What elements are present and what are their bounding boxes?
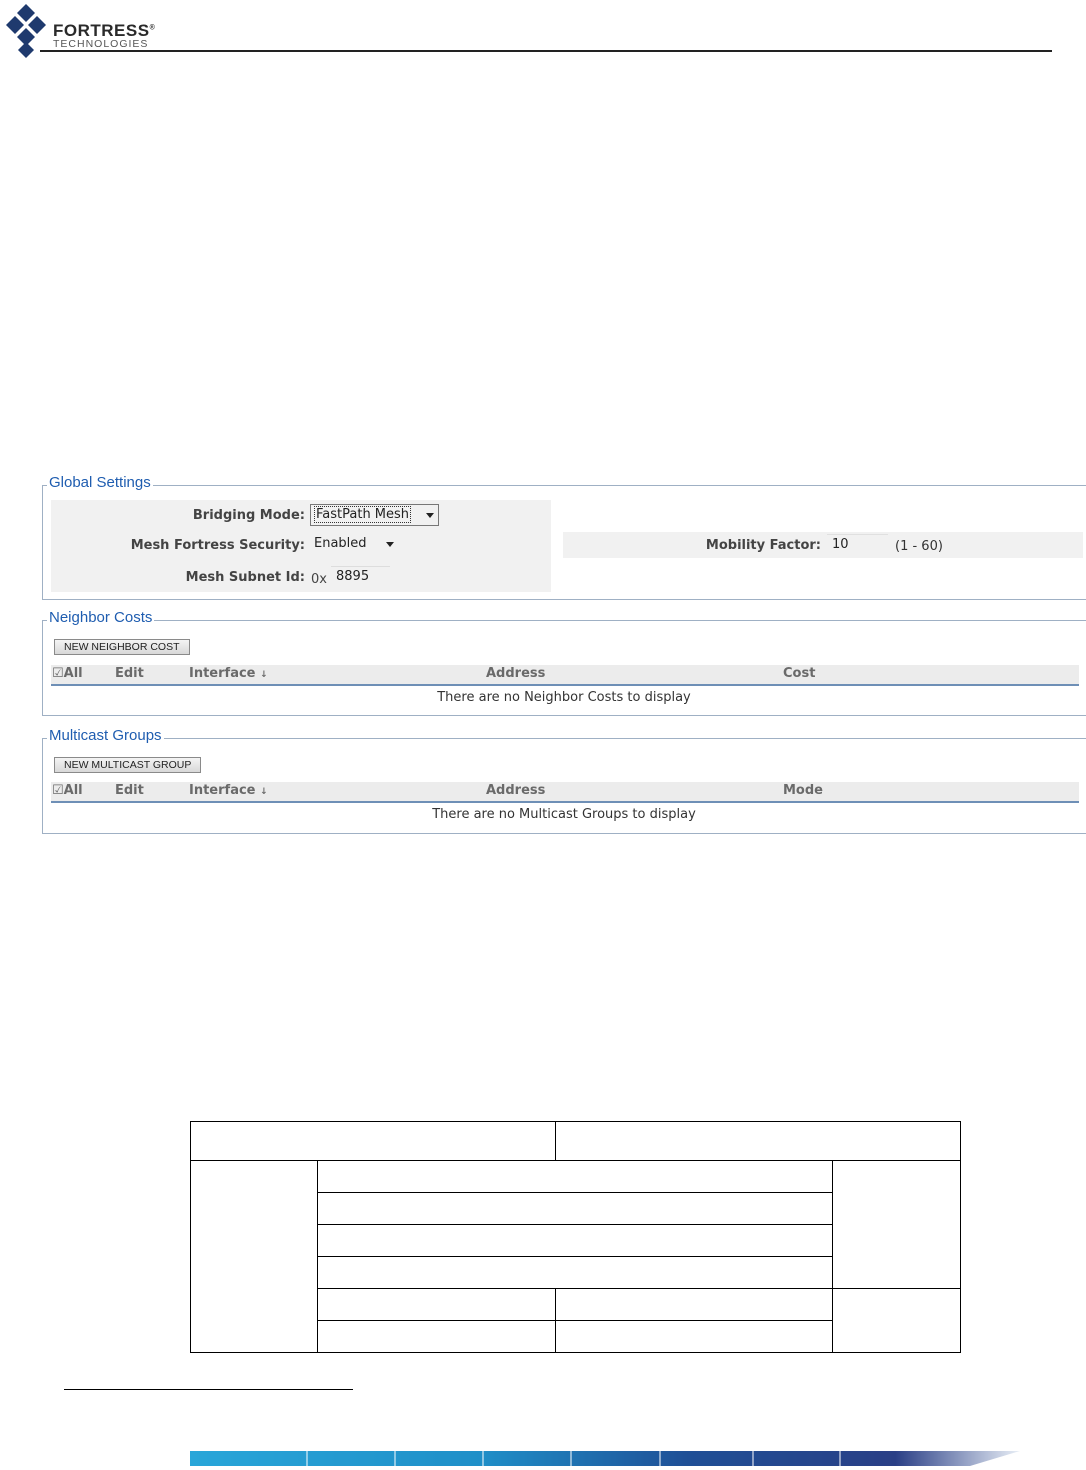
new-multicast-group-button[interactable]: NEW MULTICAST GROUP [54, 757, 201, 773]
subnet-id-input[interactable]: 8895 [331, 566, 390, 587]
col-address[interactable]: Address [486, 783, 546, 798]
mesh-security-select[interactable] [311, 534, 398, 554]
new-neighbor-cost-button[interactable]: NEW NEIGHBOR COST [54, 639, 190, 655]
global-settings-panel [42, 474, 1086, 600]
settings-shade-right [563, 532, 1083, 558]
col-interface[interactable]: Interface ↓ [189, 666, 268, 681]
multicast-groups-legend: Multicast Groups [49, 727, 162, 744]
bridging-mode-select[interactable] [310, 504, 439, 526]
multicast-groups-header [51, 782, 1079, 803]
col-interface[interactable]: Interface ↓ [189, 783, 268, 798]
mobility-factor-input[interactable]: 10 [827, 534, 888, 555]
mobility-factor-range: (1 - 60) [895, 539, 943, 554]
neighbor-costs-legend: Neighbor Costs [49, 609, 153, 626]
neighbor-costs-header [51, 665, 1079, 686]
sort-down-icon: ↓ [260, 670, 268, 680]
mesh-security-value: Enabled [314, 536, 367, 551]
neighbor-costs-empty: There are no Neighbor Costs to display [437, 690, 691, 705]
select-all-checkbox[interactable]: ☑All [52, 783, 83, 798]
mesh-security-label: Mesh Fortress Security: [130, 538, 305, 553]
select-all-checkbox[interactable]: ☑All [52, 666, 83, 681]
bridging-mode-label: Bridging Mode: [192, 508, 305, 523]
col-cost[interactable]: Cost [783, 666, 816, 681]
brand-name: FORTRESS® [53, 21, 156, 40]
col-address[interactable]: Address [486, 666, 546, 681]
sort-down-icon: ↓ [260, 787, 268, 797]
brand-subtitle: TECHNOLOGIES [53, 38, 149, 50]
header-rule [40, 50, 1052, 52]
col-edit: Edit [115, 666, 144, 681]
global-settings-legend: Global Settings [49, 474, 151, 491]
subnet-id-label: Mesh Subnet Id: [185, 570, 305, 585]
subnet-prefix: 0x [311, 572, 327, 587]
multicast-groups-panel [42, 727, 1086, 834]
mobility-factor-label: Mobility Factor: [705, 538, 821, 553]
col-edit: Edit [115, 783, 144, 798]
footer-band [190, 1451, 1020, 1466]
multicast-groups-empty: There are no Multicast Groups to display [432, 807, 696, 822]
neighbor-costs-panel [42, 609, 1086, 716]
col-mode[interactable]: Mode [783, 783, 823, 798]
bridging-mode-value: FastPath Mesh [316, 507, 410, 522]
empty-table [190, 1121, 961, 1353]
chevron-down-icon [386, 542, 394, 547]
footnote-rule [64, 1389, 353, 1390]
chevron-down-icon [426, 513, 434, 518]
